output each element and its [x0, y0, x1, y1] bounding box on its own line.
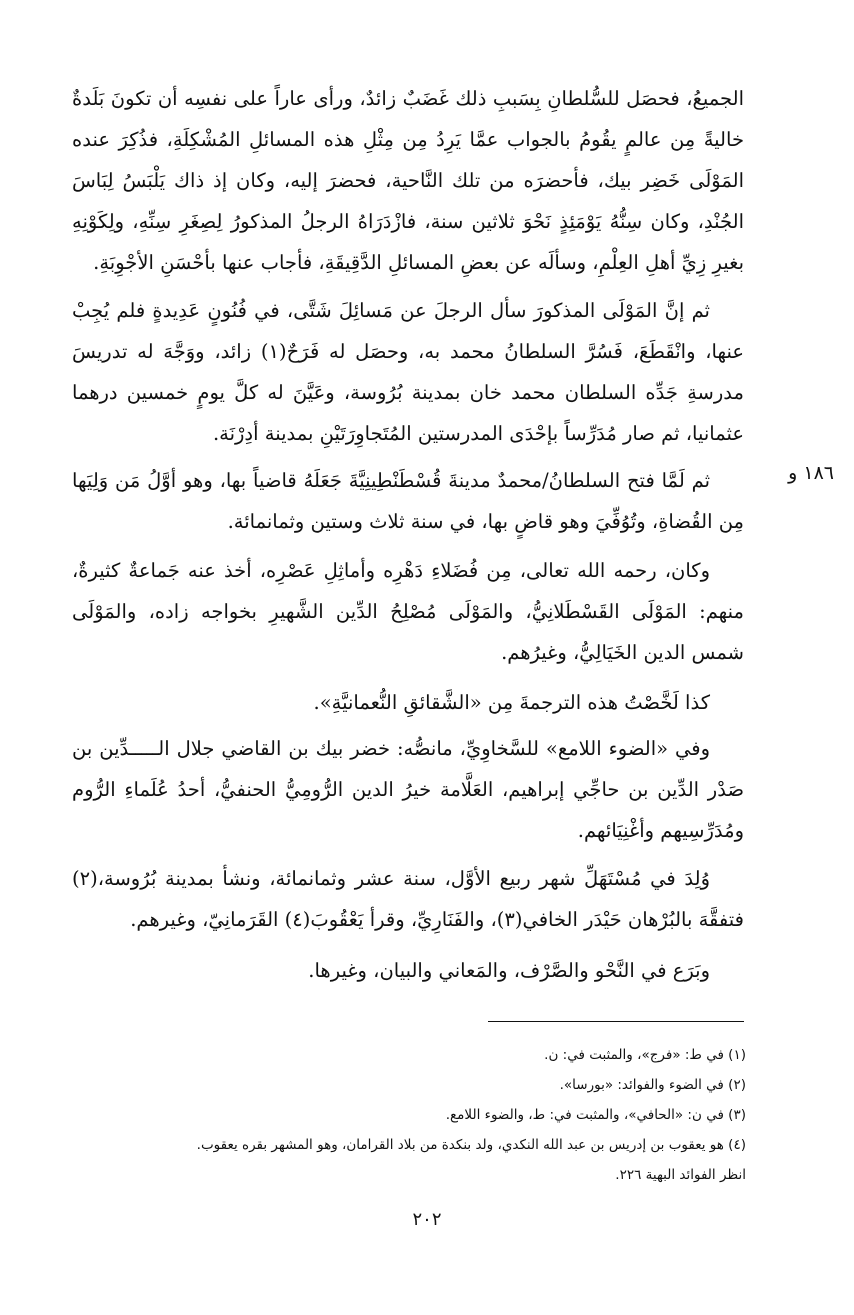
footnote-4-continuation: انظر الفوائد البهية ٢٢٦. — [615, 1167, 746, 1183]
footnote-2: (٢) في الضوء والفوائد: «بورسا». — [559, 1077, 746, 1093]
main-text-6 — [72, 728, 744, 851]
paragraph-2: ثم إنَّ المَوْلَى المذكورَ سأل الرجلَ عن مَسائِلَ شَتَّى، في فُنُونٍ عَدِيدةٍ فلم يُجِبْ عنها، وانْقَطَعَ، فَسُرَّ السلطانُ محمد به، وحصَل له فَرَحٌ(١) زائد، ووَجَّهَ له تدريسَ مدرسةِ جَدِّه السلطان محمد خان بمدينة بُرُوسة، وعَيَّنَ له كلَّ يومٍ خمسين درهما عثمانيا، ثم صار مُدَرِّساً بإحْدَى المدرستين المُتَجاوِرَتَيْنِ بمدينة أدِرْنَة. — [72, 299, 744, 445]
folio-margin-note: ١٨٦ و — [788, 462, 834, 484]
footnotes — [150, 1040, 746, 1190]
paragraph-3: ثم لَمَّا فتح السلطانُ/محمدٌ مدينةَ قُسْطَنْطِينِيَّةَ جَعَلَهُ قاضياً بها، وهو أوَّلُ مَن وَلِيَها مِن القُضاةِ، وتُوُفِّيَ وهو قاضٍ بها، في سنة ثلاث وستين وثمانمائة. — [72, 469, 744, 533]
main-text-2 — [72, 290, 744, 454]
page-number: ٢٠٢ — [412, 1209, 442, 1230]
paragraph-7: وُلِدَ في مُسْتَهَلِّ شهر ربيع الأوَّل، سنة عشر وثمانمائة، ونشأ بمدينة بُرُوسة،(٢) فتفقَّهَ بالبُرْهان حَيْدَر الخافي(٣)، والفَنَارِيِّ، وقرأ يَعْقُوبَ(٤) القَرَمانِيّ، وغيرهم. — [72, 867, 744, 931]
main-text — [72, 78, 744, 283]
main-text-3 — [72, 460, 744, 542]
main-text-7 — [72, 858, 744, 940]
main-text-5 — [72, 682, 744, 723]
paragraph-5: كذا لَخَّصْتُ هذه الترجمةَ مِن «الشَّقائقِ النُّعمانيَّةِ». — [313, 691, 710, 714]
footnote-separator — [488, 1021, 744, 1022]
main-text-8 — [72, 950, 744, 991]
paragraph-1: الجميعُ، فحصَل للسُّلطانِ بِسَببِ ذلك غَضَبٌ زائدٌ، ورأى عاراً على نفسِه أن تكونَ بَلَدةٌ خاليةً مِن عالمٍ يقُومُ بالجواب عمَّا يَرِدُ مِن مِثْلِ هذه المسائلِ المُشْكِلَةِ، فذُكِرَ عنده المَوْلَى خَضِر بيك، فأحضرَه من تلك النَّاحية، فحضرَ إليه، وكان إذ ذاك يَلْبَسُ لِبَاسَ الجُنْدِ، وكان سِنُّهُ يَوْمَئِذٍ نَحْوَ ثلاثين سنة، فازْدَرَاهُ الرجلُ المذكورُ لِصِغَرِ سِنِّهِ، ولِكَوْنِهِ بغيرِ زِيِّ أهلِ العِلْمِ، وسألَه عن بعضِ المسائلِ الدَّقِيقَةِ، فأجاب عنها بأحْسَنِ الأجْوِبَةِ. — [72, 87, 745, 274]
footnote-3: (٣) في ن: «الحافي»، والمثبت في: ط، والضوء اللامع. — [445, 1107, 746, 1123]
paragraph-8: وبَرَع في النَّحْو والصَّرْف، والمَعاني والبيان، وغيرها. — [308, 959, 710, 982]
paragraph-4: وكان، رحمه الله تعالى، مِن فُضَلاءِ دَهْرِه وأماثِلِ عَصْرِه، أخذ عنه جَماعةٌ كثيرةٌ، منهم: المَوْلَى القَسْطَلانِيُّ، والمَوْلَى مُصْلِحُ الدِّين الشَّهيرِ بخواجه زاده، والمَوْلَى شمس الدين الخَيَالِيُّ، وغيرُهم. — [72, 559, 744, 664]
paragraph-6: وفي «الضوء اللامع» للسَّخاوِيِّ، مانصُّه: خضر بيك بن القاضي جلال الـــــدِّين بن صَدْر الدِّين بن حاجِّي إبراهيم، العَلَّامة خيرُ الدين الرُّومِيُّ الحنفيُّ، أحدُ عُلَماءِ الرُّوم ومُدَرِّسِيهم وأغْنِيَائهم. — [72, 737, 744, 842]
footnote-1: (١) في ط: «فرج»، والمثبت في: ن. — [544, 1047, 746, 1063]
main-text-4 — [72, 550, 744, 673]
footnote-4: (٤) هو يعقوب بن إدريس بن عبد الله النكدي، ولد بنكدة من بلاد القرامان، وهو المشهر بقره يعقوب. — [196, 1137, 746, 1153]
